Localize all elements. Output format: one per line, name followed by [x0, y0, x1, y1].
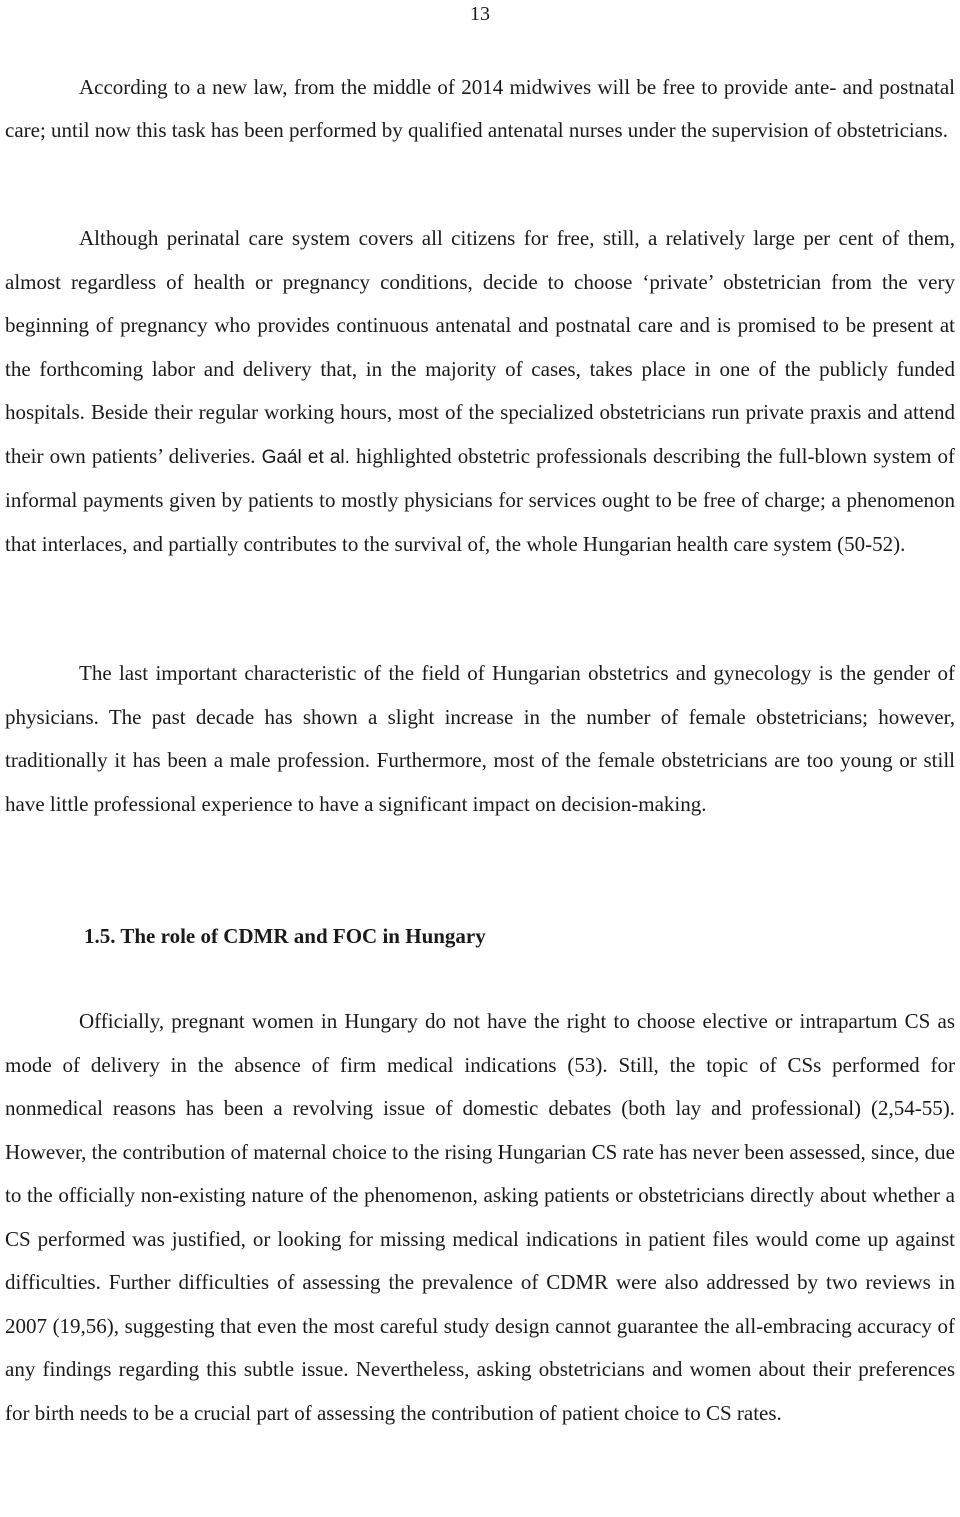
citation-author: Gaál et al. — [261, 446, 350, 468]
paragraph-private-obstetrician — [5, 217, 955, 566]
paragraph-text: Although perinatal care system covers all citizens for free, still, a relatively large per cent of them, almost regardless of health or pregnancy conditions, decide to choose ‘private’ obstetrician from the very beginning of pregnancy who provides continuous antenatal and postnatal care and is promised to be present at the forthcoming labor and delivery that, in the majority of cases, takes place in one of the publicly funded hospitals. Beside their regular working hours, most of the specialized obstetricians run private praxis and attend their own patients’ deliveries. — [5, 226, 955, 468]
paragraph-text: highlighted obstetric professionals describing the full-blown system of informal payments given by patients to mostly physicians for services ought to be free of charge; a phenomenon that interlaces, and partially contributes to the survival of, the whole Hungarian health care system (50-52). — [5, 443, 956, 556]
paragraph-cdmr-hungary: Officially, pregnant women in Hungary do not have the right to choose elective or intrapartum CS as mode of delivery in the absence of firm medical indications (53). Still, the topic of CSs performed for nonmedical reasons has been a revolving issue of domestic debates (both lay and professional) (2,54-55). However, the contribution of maternal choice to the rising Hungarian CS rate has never been assessed, since, due to the officially non-existing nature of the phenomenon, asking patients or obstetricians directly about whether a CS performed was justified, or looking for missing medical indications in patient files would come up against difficulties. Further difficulties of assessing the prevalence of CDMR were also addressed by two reviews in 2007 (19,56), suggesting that even the most careful study design cannot guarantee the all-embracing accuracy of any findings regarding this subtle issue. Nevertheless, asking obstetricians and women about their preferences for birth needs to be a crucial part of assessing the contribution of patient choice to CS rates. — [5, 1009, 955, 1425]
paragraph-gender-of-physicians: The last important characteristic of the field of Hungarian obstetrics and gynecology is the gender of physicians. The past decade has shown a slight increase in the number of female obstetricians; however, traditionally it has been a male profession. Furthermore, most of the female obstetricians are too young or still have little professional experience to have a significant impact on decision-making. — [5, 661, 955, 816]
paragraph-midwives-law: According to a new law, from the middle of 2014 midwives will be free to provide ante- and postnatal care; until now this task has been performed by qualified antenatal nurses under the supervision of obstetricians. — [5, 75, 955, 142]
section-heading: 1.5. The role of CDMR and FOC in Hungary — [84, 924, 486, 948]
page-number: 13 — [470, 3, 490, 25]
